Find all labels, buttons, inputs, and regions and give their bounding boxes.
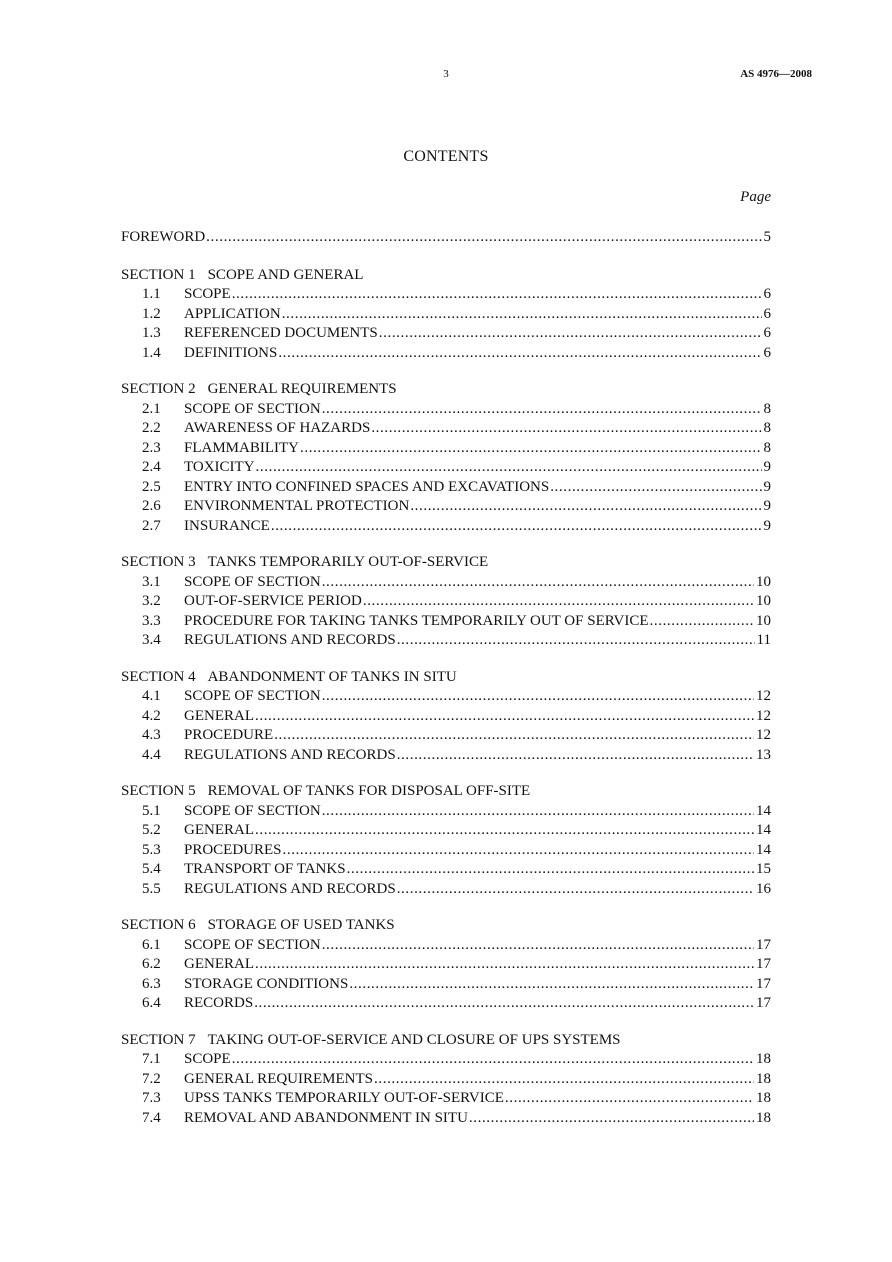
toc-entry[interactable]	[121, 631, 771, 651]
toc-entry-number: 7.1	[142, 1051, 161, 1067]
toc-entry-number: 4.3	[142, 727, 161, 743]
toc-entry-page: 17	[756, 995, 771, 1011]
toc-entry-page: 16	[756, 880, 771, 897]
toc-entry-page: 5	[763, 229, 771, 245]
section-heading[interactable]	[121, 916, 771, 936]
toc-entry-label: AWARENESS OF HAZARDS	[184, 420, 371, 436]
toc-section-6	[121, 916, 771, 1014]
toc-entry-number: 5.2	[142, 822, 161, 838]
toc-entry-label: SCOPE OF SECTION	[184, 400, 321, 417]
dot-leader	[650, 612, 754, 632]
page-title: CONTENTS	[403, 148, 489, 165]
toc-entry-page: 14	[756, 802, 771, 819]
dot-leader	[322, 687, 754, 707]
toc-entry-page: 12	[756, 707, 771, 724]
toc-entry-page: 9	[763, 498, 771, 514]
section-title: ABANDONMENT OF TANKS IN SITU	[207, 668, 457, 685]
toc-entry-label: GENERAL	[184, 822, 254, 838]
toc-entry[interactable]	[121, 497, 771, 517]
toc-entry-number: 5.4	[142, 861, 161, 877]
toc-entry-page: 10	[756, 612, 771, 629]
toc-entry-page: 6	[763, 286, 771, 302]
toc-entry-page: 6	[763, 305, 771, 322]
dot-leader	[255, 955, 754, 975]
section-heading[interactable]	[121, 380, 771, 400]
dot-leader	[322, 573, 754, 593]
toc-entry[interactable]	[121, 439, 771, 459]
toc-entry-foreword[interactable]	[121, 228, 771, 248]
toc-entry-page: 9	[763, 517, 771, 534]
toc-entry-label: REFERENCED DOCUMENTS	[184, 325, 378, 341]
toc-entry-number: 2.3	[142, 439, 161, 456]
dot-leader	[300, 439, 762, 459]
section-title: REMOVAL OF TANKS FOR DISPOSAL OFF-SITE	[207, 783, 531, 799]
toc-entry[interactable]	[121, 344, 771, 364]
toc-entry-page: 17	[756, 975, 771, 992]
toc-entry-number: 3.3	[142, 612, 161, 629]
toc-entry-page: 12	[756, 727, 771, 743]
toc-entry-page: 8	[763, 439, 771, 456]
toc-entry-number: 2.6	[142, 498, 161, 514]
toc-entry-label: UPSS TANKS TEMPORARILY OUT-OF-SERVICE	[184, 1090, 504, 1106]
toc-entry-number: 2.5	[142, 478, 161, 495]
toc-entry-label: GENERAL REQUIREMENTS	[184, 1070, 374, 1087]
toc-entry-page: 6	[763, 325, 771, 341]
toc-entry[interactable]	[121, 1089, 771, 1109]
dot-leader	[322, 936, 754, 956]
toc-entry-page: 18	[756, 1109, 771, 1126]
section-title: GENERAL REQUIREMENTS	[207, 381, 397, 397]
section-heading[interactable]	[121, 553, 771, 573]
toc-entry-page: 15	[756, 861, 771, 877]
toc-section-1	[121, 266, 771, 364]
toc-entry-number: 4.4	[142, 746, 161, 763]
section-title: TANKS TEMPORARILY OUT-OF-SERVICE	[207, 554, 489, 570]
toc-entry-label: FOREWORD	[121, 229, 206, 245]
toc-entry-number: 1.3	[142, 325, 161, 341]
toc-entry[interactable]	[121, 573, 771, 593]
toc-entry-label: REGULATIONS AND RECORDS	[184, 632, 396, 648]
toc-section-7	[121, 1031, 771, 1129]
dot-leader	[283, 841, 754, 861]
toc-entry-label: OUT-OF-SERVICE PERIOD	[184, 593, 362, 609]
dot-leader	[469, 1109, 754, 1129]
dot-leader	[397, 631, 755, 651]
toc-entry[interactable]	[121, 880, 771, 900]
toc-entry-number: 7.3	[142, 1090, 161, 1106]
dot-leader	[363, 592, 754, 612]
toc-entry[interactable]	[121, 400, 771, 420]
toc-entry-page: 9	[763, 459, 771, 475]
toc-entry[interactable]	[121, 802, 771, 822]
toc-entry-number: 2.1	[142, 400, 161, 417]
toc-entry[interactable]	[121, 305, 771, 325]
section-number: SECTION 5	[121, 783, 196, 799]
section-heading[interactable]	[121, 668, 771, 688]
section-heading[interactable]	[121, 782, 771, 802]
toc-entry-page: 14	[756, 841, 771, 858]
toc-entry-number: 2.2	[142, 420, 161, 436]
toc-entry-page: 8	[763, 420, 771, 436]
standard-id: AS 4976—2008	[740, 68, 812, 80]
section-title: STORAGE OF USED TANKS	[207, 917, 395, 933]
toc-entry-number: 4.1	[142, 688, 161, 704]
dot-leader	[322, 802, 754, 822]
toc-entry-label: SCOPE OF SECTION	[184, 802, 321, 819]
section-number: SECTION 1	[121, 266, 196, 283]
dot-leader	[550, 478, 761, 498]
toc-entry[interactable]	[121, 592, 771, 612]
toc-entry[interactable]	[121, 419, 771, 439]
section-number: SECTION 4	[121, 668, 196, 685]
dot-leader	[232, 285, 762, 305]
toc-entry-page: 10	[756, 573, 771, 590]
toc-entry-number: 3.4	[142, 632, 161, 648]
toc-entry-number: 1.4	[142, 344, 161, 361]
toc-entry-page: 17	[756, 956, 771, 972]
toc-entry-page: 14	[756, 822, 771, 838]
toc-entry[interactable]	[121, 975, 771, 995]
toc-entry[interactable]	[121, 517, 771, 537]
section-title: SCOPE AND GENERAL	[207, 266, 364, 283]
section-heading[interactable]	[121, 266, 771, 286]
dot-leader	[410, 497, 761, 517]
toc-entry-label: SCOPE	[184, 286, 231, 302]
toc-entry[interactable]	[121, 841, 771, 861]
dot-leader	[256, 458, 762, 478]
toc-section-3	[121, 553, 771, 651]
toc-entry-label: FLAMMABILITY	[184, 439, 299, 456]
toc-entry-page: 17	[756, 936, 771, 953]
toc-entry-label: TRANSPORT OF TANKS	[184, 861, 346, 877]
toc-entry-page: 11	[756, 632, 771, 648]
toc-entry[interactable]	[121, 860, 771, 880]
toc-entry-number: 1.2	[142, 305, 161, 322]
toc-entry-page: 18	[756, 1070, 771, 1087]
dot-leader	[255, 707, 754, 727]
toc-entry[interactable]	[121, 687, 771, 707]
dot-leader	[349, 975, 754, 995]
dot-leader	[278, 344, 761, 364]
dot-leader	[347, 860, 754, 880]
toc-entry-label: ENVIRONMENTAL PROTECTION	[184, 498, 410, 514]
dot-leader	[282, 305, 762, 325]
toc-entry-page: 18	[756, 1051, 771, 1067]
toc-entry-label: REGULATIONS AND RECORDS	[184, 746, 396, 763]
toc-entry[interactable]	[121, 936, 771, 956]
section-number: SECTION 3	[121, 554, 196, 570]
dot-leader	[232, 1050, 754, 1070]
toc-entry-number: 6.4	[142, 995, 161, 1011]
toc-entry-label: INSURANCE	[184, 517, 270, 534]
dot-leader	[322, 400, 762, 420]
toc-entry[interactable]	[121, 1070, 771, 1090]
toc-entry-label: SCOPE OF SECTION	[184, 573, 321, 590]
toc-entry-label: SCOPE OF SECTION	[184, 936, 321, 953]
section-number: SECTION 7	[121, 1031, 196, 1048]
toc-entry-label: ENTRY INTO CONFINED SPACES AND EXCAVATIONS	[184, 478, 550, 495]
toc-entry-number: 5.5	[142, 880, 161, 897]
toc-entry-number: 2.7	[142, 517, 161, 534]
toc-entry-label: SCOPE OF SECTION	[184, 688, 321, 704]
toc-entry-page: 6	[763, 344, 771, 361]
dot-leader	[397, 746, 754, 766]
toc-entry-page: 18	[756, 1090, 771, 1106]
toc-entry[interactable]	[121, 324, 771, 344]
dot-leader	[379, 324, 762, 344]
toc-entry[interactable]	[121, 1109, 771, 1129]
toc-entry-label: DEFINITIONS	[184, 344, 278, 361]
dot-leader	[274, 726, 754, 746]
toc-entry-number: 3.1	[142, 573, 161, 590]
section-number: SECTION 2	[121, 381, 196, 397]
toc-entry-number: 5.1	[142, 802, 161, 819]
toc-section-4	[121, 668, 771, 766]
toc-entry-number: 7.2	[142, 1070, 161, 1087]
toc-entry[interactable]	[121, 746, 771, 766]
toc-entry-label: APPLICATION	[184, 305, 281, 322]
toc-entry-page: 10	[756, 593, 771, 609]
toc-entry-number: 3.2	[142, 593, 161, 609]
toc-entry[interactable]	[121, 707, 771, 727]
toc-entry-label: GENERAL	[184, 707, 254, 724]
toc-entry-page: 9	[763, 478, 771, 495]
toc-entry-page: 13	[756, 746, 771, 763]
page-header	[0, 68, 892, 84]
page-column-label: Page	[740, 189, 771, 205]
toc-entry-label: REMOVAL AND ABANDONMENT IN SITU	[184, 1109, 468, 1126]
toc-entry-label: SCOPE	[184, 1051, 231, 1067]
table-of-contents	[121, 228, 771, 1145]
dot-leader	[505, 1089, 754, 1109]
dot-leader	[397, 880, 754, 900]
toc-entry-number: 4.2	[142, 707, 161, 724]
toc-entry-label: PROCEDURE	[184, 727, 274, 743]
toc-entry[interactable]	[121, 458, 771, 478]
toc-entry[interactable]	[121, 285, 771, 305]
dot-leader	[255, 821, 754, 841]
dot-leader	[271, 517, 762, 537]
toc-entry[interactable]	[121, 612, 771, 632]
toc-entry[interactable]	[121, 478, 771, 498]
dot-leader	[371, 419, 761, 439]
page-number: 3	[443, 68, 449, 80]
toc-entry-number: 6.1	[142, 936, 161, 953]
section-heading[interactable]	[121, 1031, 771, 1051]
section-number: SECTION 6	[121, 917, 196, 933]
dot-leader	[374, 1070, 754, 1090]
toc-entry-label: PROCEDURES	[184, 841, 282, 858]
toc-entry-label: STORAGE CONDITIONS	[184, 975, 349, 992]
toc-entry-label: TOXICITY	[184, 459, 255, 475]
toc-entry-number: 6.3	[142, 975, 161, 992]
toc-entry-label: PROCEDURE FOR TAKING TANKS TEMPORARILY OUT OF SERVICE	[184, 612, 649, 629]
toc-entry[interactable]	[121, 1050, 771, 1070]
toc-entry-page: 8	[763, 400, 771, 417]
toc-entry[interactable]	[121, 821, 771, 841]
toc-section-5	[121, 782, 771, 899]
dot-leader	[254, 994, 754, 1014]
toc-entry-number: 7.4	[142, 1109, 161, 1126]
toc-entry-number: 6.2	[142, 956, 161, 972]
toc-entry-label: GENERAL	[184, 956, 254, 972]
toc-entry-label: RECORDS	[184, 995, 254, 1011]
toc-entry-number: 5.3	[142, 841, 161, 858]
dot-leader	[206, 228, 761, 248]
toc-section-2	[121, 380, 771, 536]
toc-entry-number: 1.1	[142, 286, 161, 302]
toc-entry[interactable]	[121, 955, 771, 975]
toc-entry-page: 12	[756, 688, 771, 704]
toc-entry-label: REGULATIONS AND RECORDS	[184, 880, 396, 897]
toc-entry[interactable]	[121, 994, 771, 1014]
toc-entry-number: 2.4	[142, 459, 161, 475]
toc-entry[interactable]	[121, 726, 771, 746]
section-title: TAKING OUT-OF-SERVICE AND CLOSURE OF UPS SYSTEMS	[207, 1031, 621, 1048]
